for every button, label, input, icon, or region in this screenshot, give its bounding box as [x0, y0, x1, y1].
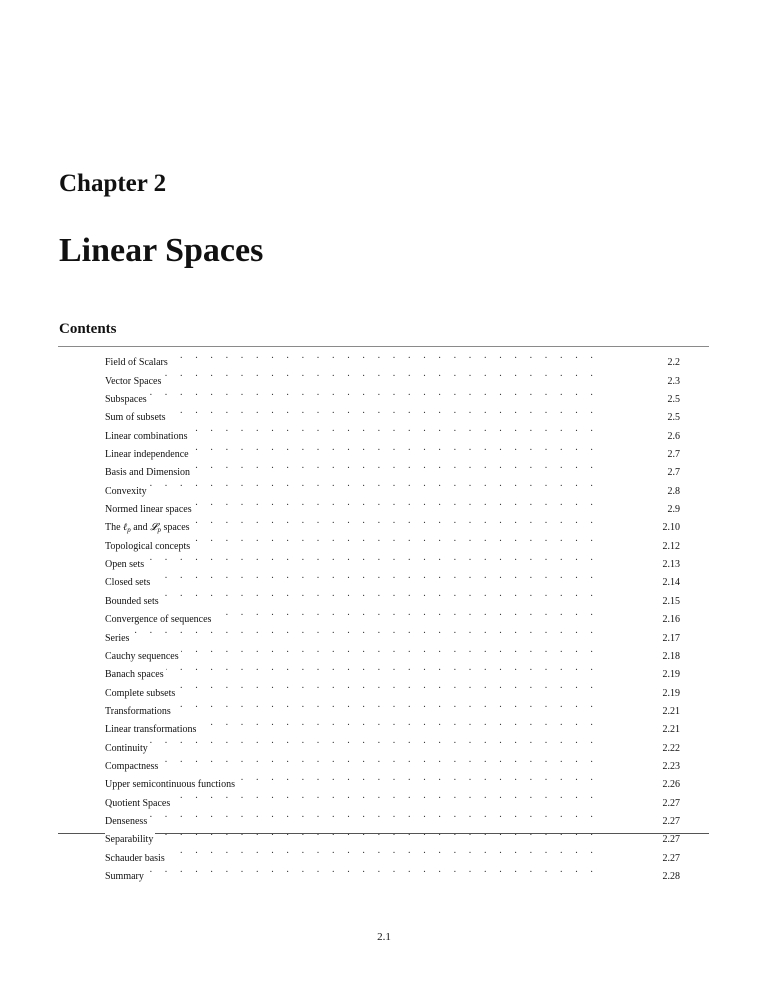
- toc-entry[interactable]: [105, 402, 680, 424]
- dot-leader: [198, 714, 640, 732]
- toc-entry-page: 2.3: [667, 375, 680, 387]
- toc-entry[interactable]: [105, 659, 680, 681]
- dot-leader: [237, 769, 640, 787]
- toc-entry-page: 2.7: [667, 449, 680, 461]
- dot-leader: [191, 439, 640, 457]
- chapter-title: Linear Spaces: [59, 232, 264, 269]
- toc-entry-page: 2.26: [662, 779, 680, 791]
- dot-leader: [150, 732, 640, 750]
- dot-leader: [163, 365, 640, 383]
- dot-leader: [149, 475, 640, 493]
- toc-entry-title: Compactness: [105, 758, 160, 776]
- toc-entry[interactable]: [105, 384, 680, 406]
- toc-entry[interactable]: [105, 457, 680, 479]
- page-number: 2.1: [377, 931, 391, 943]
- toc-entry-title: Linear transformations: [105, 721, 198, 739]
- ell-symbol: ℓ: [123, 522, 128, 534]
- toc-entry-title: Transformations: [105, 703, 173, 721]
- toc-entry-title: Vector Spaces: [105, 373, 163, 391]
- toc-entry-title: Continuity: [105, 740, 150, 758]
- dot-leader: [192, 512, 640, 530]
- toc-entry[interactable]: [105, 641, 680, 662]
- toc-entry[interactable]: [105, 365, 680, 387]
- toc-entry-page: 2.19: [662, 687, 680, 699]
- subscript-p: p: [157, 526, 161, 535]
- title-text: and: [130, 522, 151, 534]
- toc-entry-page: 2.27: [662, 797, 680, 809]
- toc-entry-title: Series: [105, 630, 131, 648]
- dot-leader: [146, 861, 640, 879]
- toc-entry-title: Topological concepts: [105, 538, 192, 556]
- toc-entry-title: Convergence of sequences: [105, 611, 213, 629]
- toc-entry[interactable]: [105, 861, 680, 882]
- dot-leader: [146, 549, 640, 567]
- dot-leader: [192, 457, 640, 475]
- dot-leader: [161, 585, 640, 603]
- dot-leader: [194, 494, 640, 512]
- dot-leader: [167, 842, 640, 860]
- toc-entry-title: Quotient Spaces: [105, 795, 172, 813]
- toc-entry-title: Field of Scalars: [105, 354, 170, 372]
- toc-entry-page: 2.2: [667, 357, 680, 369]
- contents-bottom-rule: [58, 833, 709, 834]
- toc-entry-title: Linear independence: [105, 446, 191, 464]
- dot-leader: [177, 677, 640, 695]
- toc-entry[interactable]: [105, 604, 680, 626]
- chapter-label: Chapter 2: [59, 170, 167, 197]
- toc-entry-page: 2.28: [662, 870, 680, 882]
- dot-leader: [173, 696, 640, 714]
- dot-leader: [166, 659, 640, 677]
- toc-entry-page: 2.27: [662, 852, 680, 864]
- toc-entry-title: [105, 519, 192, 537]
- dot-leader: [170, 347, 640, 365]
- toc-entry-page: 2.21: [662, 705, 680, 717]
- toc-entry[interactable]: [105, 769, 680, 791]
- toc-entry-page: 2.16: [662, 614, 680, 626]
- toc-entry[interactable]: [105, 842, 680, 864]
- toc-entry-page: 2.9: [667, 504, 680, 516]
- script-l-p-symbol: [150, 522, 161, 533]
- toc-entry-title: Cauchy sequences: [105, 648, 181, 666]
- toc-entry-page: 2.23: [662, 760, 680, 772]
- dot-leader: [160, 751, 640, 769]
- toc-entry-page: 2.6: [667, 430, 680, 442]
- toc-entry-page: 2.27: [662, 815, 680, 827]
- toc-entry-title: Closed sets: [105, 574, 152, 592]
- dot-leader: [213, 604, 640, 622]
- title-text: The: [105, 522, 124, 534]
- toc-entry[interactable]: [105, 585, 680, 607]
- contents-heading: Contents: [59, 321, 117, 337]
- toc-entry[interactable]: [105, 751, 680, 772]
- toc-entry[interactable]: [105, 714, 680, 736]
- title-text: spaces: [160, 522, 190, 534]
- dot-leader: [168, 402, 640, 420]
- toc-entry[interactable]: [105, 696, 680, 717]
- dot-leader: [152, 567, 640, 585]
- toc-entry-title: Subspaces: [105, 391, 149, 409]
- toc-entry-title: Linear combinations: [105, 428, 189, 446]
- toc-entry[interactable]: [105, 420, 680, 442]
- dot-leader: [192, 530, 640, 548]
- toc-entry[interactable]: [105, 494, 680, 516]
- subscript-p: p: [127, 526, 131, 535]
- toc-entry-page: 2.19: [662, 669, 680, 681]
- toc-entry-title: Upper semicontinuous functions: [105, 776, 237, 794]
- dot-leader: [181, 641, 640, 659]
- toc-entry-page: 2.21: [662, 724, 680, 736]
- toc-entry-page: 2.12: [662, 540, 680, 552]
- toc-entry[interactable]: [105, 567, 680, 589]
- toc-entry-page: 2.18: [662, 650, 680, 662]
- toc-entry-page: 2.15: [662, 595, 680, 607]
- toc-entry-title: Basis and Dimension: [105, 464, 192, 482]
- toc-entry-title: Sum of subsets: [105, 409, 168, 427]
- toc-entry-page: 2.5: [667, 394, 680, 406]
- toc-entry-title: Normed linear spaces: [105, 501, 194, 519]
- toc-entry[interactable]: [105, 347, 680, 369]
- toc-entry-page: 2.13: [662, 559, 680, 571]
- toc-entry-page: 2.8: [667, 485, 680, 497]
- toc-entry-page: 2.27: [662, 834, 680, 846]
- toc-entry-title: Convexity: [105, 483, 149, 501]
- toc-entry[interactable]: [105, 806, 680, 827]
- toc-entry-page: 2.17: [662, 632, 680, 644]
- toc-entry-page: 2.7: [667, 467, 680, 479]
- toc-entry-title: Complete subsets: [105, 685, 177, 703]
- toc-entry-title: Denseness: [105, 813, 149, 831]
- toc-entry-title: Open sets: [105, 556, 146, 574]
- toc-entry[interactable]: [105, 439, 680, 461]
- dot-leader: [172, 787, 640, 805]
- dot-leader: [189, 420, 640, 438]
- toc-entry-title: Bounded sets: [105, 593, 161, 611]
- dot-leader: [149, 806, 640, 824]
- toc-entry-page: 2.22: [662, 742, 680, 754]
- script-l-symbol: 𝓛: [150, 522, 158, 534]
- toc-entry-page: 2.14: [662, 577, 680, 589]
- ell-p-symbol: [123, 522, 131, 533]
- toc-entry-page: 2.10: [662, 522, 680, 534]
- table-of-contents: [105, 347, 680, 882]
- toc-entry-title: Summary: [105, 868, 146, 886]
- toc-entry-title: Banach spaces: [105, 666, 166, 684]
- toc-entry-page: 2.5: [667, 412, 680, 424]
- toc-entry-title: Schauder basis: [105, 850, 167, 868]
- toc-entry[interactable]: [105, 677, 680, 699]
- toc-entry-title: Separability: [105, 831, 155, 849]
- dot-leader: [149, 384, 640, 402]
